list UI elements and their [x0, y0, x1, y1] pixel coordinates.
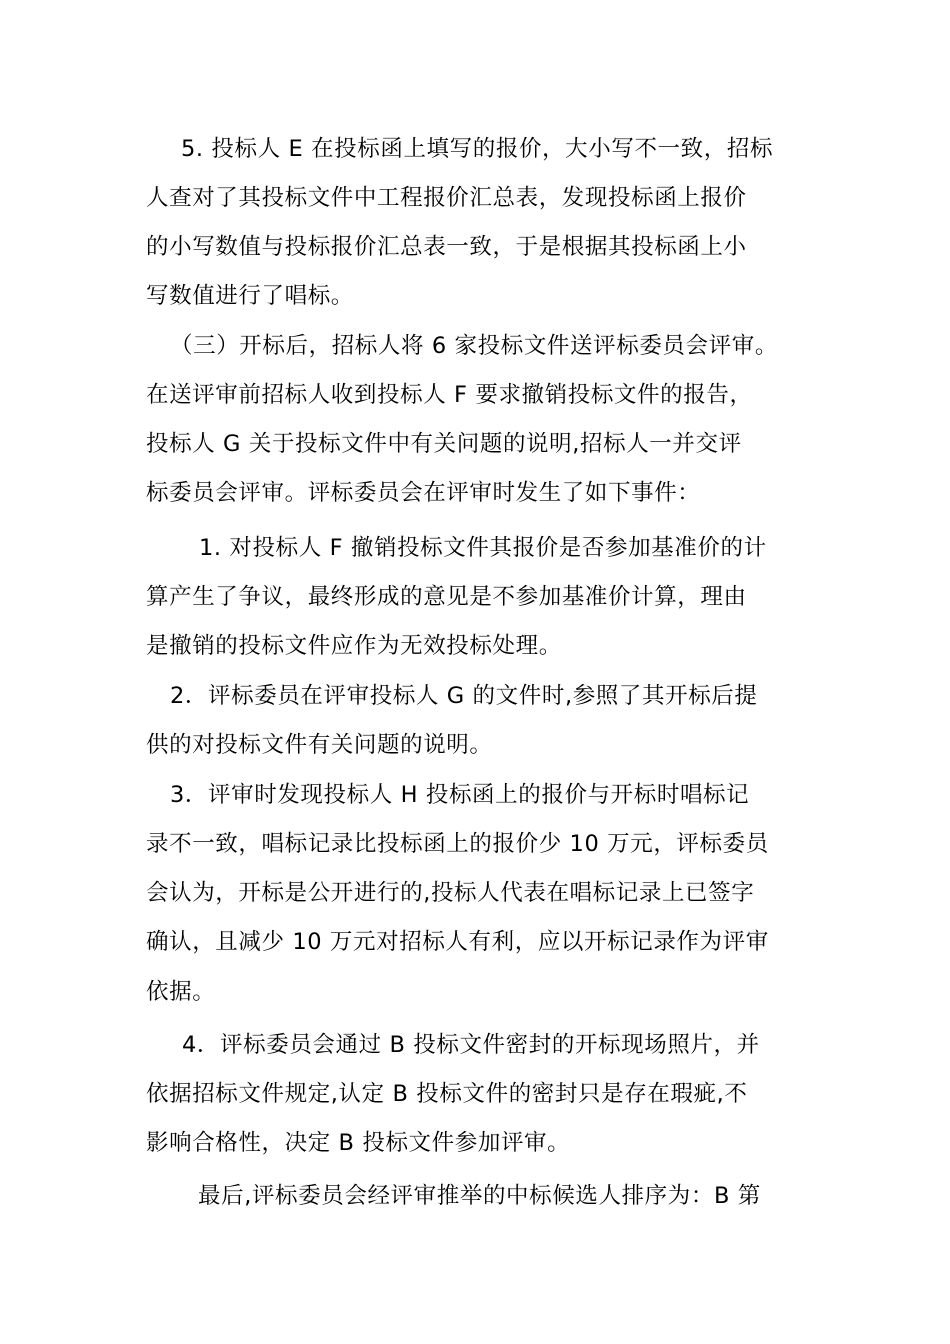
- item-3-line-2: 录不一致，唱标记录比投标函上的报价少 10 万元，评标委员: [146, 831, 769, 857]
- item-3-line-1: 3．评审时发现投标人 H 投标函上的报价与开标时唱标记: [170, 782, 750, 808]
- section-3-line-1: （三）开标后，招标人将 6 家投标文件送评标委员会评审。: [170, 333, 778, 359]
- item-1-line-2: 算产生了争议，最终形成的意见是不参加基准价计算，理由: [146, 584, 747, 610]
- item-4-line-1: 4．评标委员会通过 B 投标文件密封的开标现场照片，并: [182, 1032, 760, 1058]
- item-3-line-5: 依据。: [146, 979, 216, 1005]
- item-3-line-3: 会认为，开标是公开进行的,投标人代表在唱标记录上已签字: [146, 880, 755, 906]
- paragraph-5-line-3: 的小写数值与投标报价汇总表一致，于是根据其投标函上小: [146, 234, 747, 260]
- item-2-line-2: 供的对投标文件有关问题的说明。: [146, 732, 493, 758]
- final-paragraph-line-1: 最后,评标委员会经评审推举的中标候选人排序为：B 第: [198, 1183, 761, 1209]
- item-2-line-1: 2．评标委员在评审投标人 G 的文件时,参照了其开标后提: [170, 683, 758, 709]
- item-4-line-2: 依据招标文件规定,认定 B 投标文件的密封只是存在瑕疵,不: [146, 1081, 748, 1107]
- paragraph-5-line-2: 人查对了其投标文件中工程报价汇总表，发现投标函上报价: [146, 185, 747, 211]
- item-1-line-1: 1. 对投标人 F 撤销投标文件其报价是否参加基准价的计: [199, 535, 767, 561]
- section-3-line-4: 标委员会评审。评标委员会在评审时发生了如下事件：: [146, 480, 701, 506]
- item-3-line-4: 确认，且减少 10 万元对招标人有利，应以开标记录作为评审: [146, 929, 769, 955]
- section-3-line-3: 投标人 G 关于投标文件中有关问题的说明,招标人一并交评: [146, 431, 742, 457]
- item-1-line-3: 是撤销的投标文件应作为无效投标处理。: [146, 633, 562, 659]
- section-3-line-2: 在送评审前招标人收到投标人 F 要求撤销投标文件的报告，: [146, 382, 753, 408]
- item-4-line-3: 影响合格性，决定 B 投标文件参加评审。: [146, 1130, 571, 1156]
- paragraph-5-line-1: 5. 投标人 E 在投标函上填写的报价，大小写不一致，招标: [181, 136, 774, 162]
- paragraph-5-line-4: 写数值进行了唱标。: [146, 283, 354, 309]
